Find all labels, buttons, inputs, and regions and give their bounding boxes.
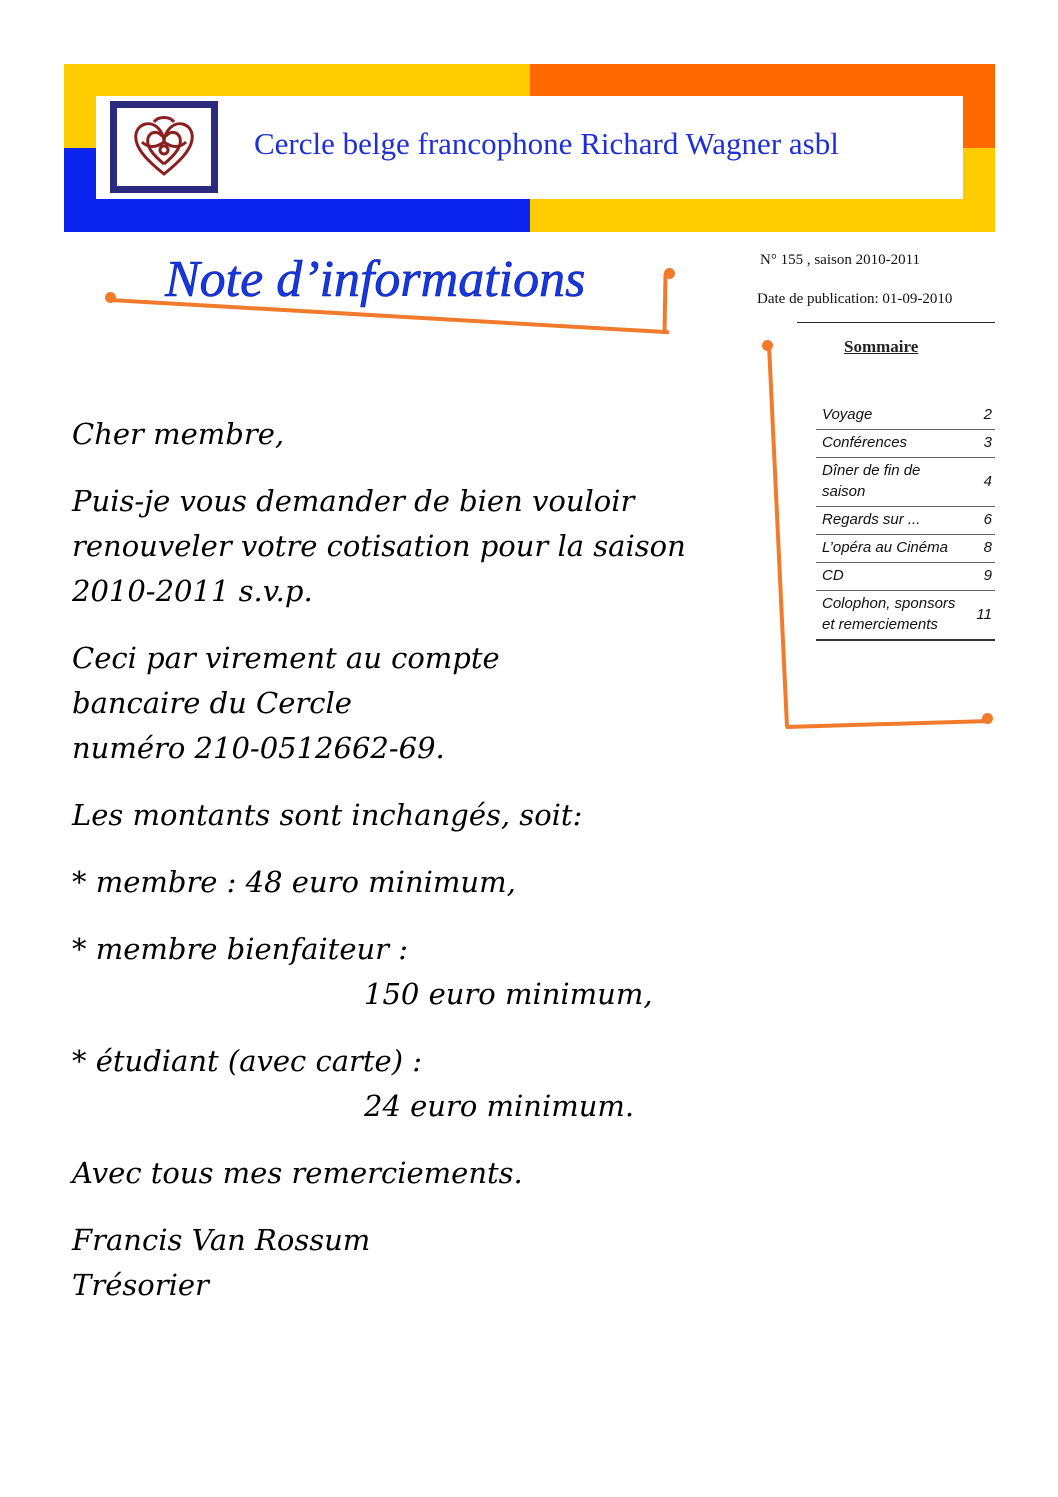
header-banner bbox=[64, 64, 995, 232]
signer-name: Francis Van Rossum bbox=[72, 1223, 371, 1257]
signature bbox=[72, 1218, 762, 1308]
member-fee: * membre : 48 euro minimum, bbox=[72, 865, 516, 899]
benefactor-label: * membre bienfaiteur : bbox=[72, 932, 409, 966]
summary-item-page: 4 bbox=[964, 458, 995, 507]
bank-account-number: numéro 210-0512662-69. bbox=[72, 731, 445, 765]
renewal-request: Puis-je vous demander de bien vouloir renouveler votre cotisation pour la saison 2010-2011 s.v.p. bbox=[72, 484, 686, 608]
student-label: * étudiant (avec carte) : bbox=[72, 1044, 423, 1078]
bank-line: bancaire du Cercle bbox=[72, 686, 352, 720]
summary-item-label: Dîner de fin de saison bbox=[816, 458, 964, 507]
publication-date: Date de publication: 01-09-2010 bbox=[757, 291, 953, 307]
list-item bbox=[816, 430, 995, 458]
wagner-heart-knot-logo-icon bbox=[117, 108, 211, 186]
orange-bracket-bottom bbox=[786, 719, 986, 729]
amounts-intro: Les montants sont inchangés, soit: bbox=[72, 798, 583, 832]
summary-item-label: Conférences bbox=[816, 430, 964, 458]
summary-item-page: 3 bbox=[964, 430, 995, 458]
divider bbox=[797, 322, 995, 323]
summary-item-page: 6 bbox=[964, 507, 995, 535]
list-item bbox=[816, 535, 995, 563]
summary-item-label: Voyage bbox=[816, 402, 964, 430]
summary-item-label: Colophon, sponsors et remerciements bbox=[816, 591, 964, 641]
issue-number: N° 155 , saison 2010-2011 bbox=[760, 252, 921, 268]
benefactor-amount: 150 euro minimum, bbox=[364, 977, 653, 1011]
banner-panel bbox=[96, 96, 963, 199]
summary-item-page: 2 bbox=[964, 402, 995, 430]
closing: Avec tous mes remerciements. bbox=[72, 1156, 523, 1190]
orange-bracket-vertical bbox=[662, 274, 667, 334]
list-item bbox=[816, 591, 995, 641]
summary-item-page: 8 bbox=[964, 535, 995, 563]
letter-body bbox=[72, 412, 762, 1330]
list-item bbox=[816, 563, 995, 591]
summary-item-label: L’opéra au Cinéma bbox=[816, 535, 964, 563]
list-item bbox=[816, 507, 995, 535]
benefactor-fee bbox=[72, 927, 762, 1017]
summary-item-label: Regards sur ... bbox=[816, 507, 964, 535]
list-item bbox=[816, 458, 995, 507]
signer-role: Trésorier bbox=[72, 1268, 209, 1302]
logo bbox=[110, 101, 218, 193]
summary-item-label: CD bbox=[816, 563, 964, 591]
bank-details bbox=[72, 636, 762, 771]
student-fee bbox=[72, 1039, 762, 1129]
organization-name: Cercle belge francophone Richard Wagner asbl bbox=[254, 126, 839, 161]
summary-item-page: 9 bbox=[964, 563, 995, 591]
student-amount: 24 euro minimum. bbox=[364, 1089, 635, 1123]
salutation: Cher membre, bbox=[72, 417, 285, 451]
summary-table bbox=[816, 402, 995, 641]
orange-dot-4 bbox=[982, 713, 993, 724]
orange-dot-2 bbox=[664, 268, 675, 279]
orange-bracket-left bbox=[767, 345, 789, 728]
summary-item-page: 11 bbox=[964, 591, 995, 641]
list-item bbox=[816, 402, 995, 430]
newsletter-title: Note d’informations bbox=[165, 251, 586, 308]
bank-line: Ceci par virement au compte bbox=[72, 641, 500, 675]
summary-heading: Sommaire bbox=[844, 337, 919, 356]
